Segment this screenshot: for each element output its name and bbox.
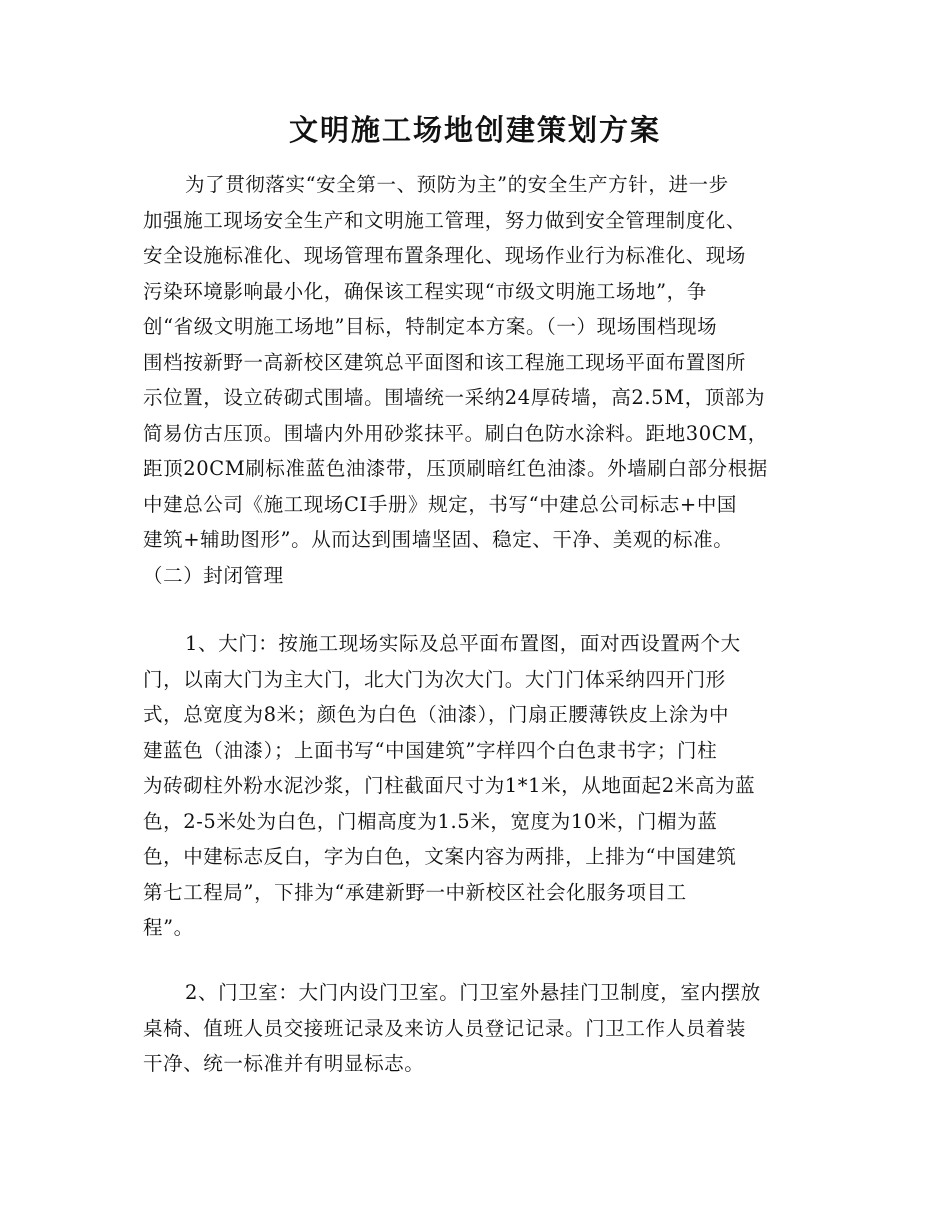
text-line: 桌椅、值班人员交接班记录及来访人员登记记录。门卫工作人员着装: [143, 1016, 747, 1040]
paragraph-gate: [143, 626, 815, 946]
text-line: 创“省级文明施工场地”目标，特制定本方案。（一）现场围档现场: [143, 315, 718, 338]
text-line: 2、门卫室：大门内设门卫室。门卫室外悬挂门卫制度，室内摆放: [185, 981, 761, 1004]
text-line: 示位置，设立砖砌式围墙。围墙统一采纳24厚砖墙，高2.5M，顶部为: [143, 386, 766, 409]
text-line: 色，中建标志反白，字为白色，文案内容为两排，上排为“中国建筑: [143, 845, 737, 868]
text-line: 第七工程局”，下排为“承建新野一中新校区社会化服务项目工: [143, 880, 687, 904]
text-line: 建筑+辅助图形”。从而达到围墙坚固、稳定、干净、美观的标准。: [143, 528, 734, 551]
text-line: 安全设施标准化、现场管理布置条理化、现场作业行为标准化、现场: [143, 244, 747, 267]
text-line: 中建总公司《施工现场CI手册》规定，书写“中建总公司标志+中国: [143, 492, 738, 516]
text-line: 围档按新野一高新校区建筑总平面图和该工程施工现场平面布置图所: [143, 350, 747, 374]
text-line: 门，以南大门为主大门，北大门为次大门。大门门体采纳四开门形: [143, 667, 726, 691]
text-line: 为砖砌柱外粉水泥沙浆，门柱截面尺寸为1*1米，从地面起2米高为蓝: [143, 774, 756, 797]
text-line: 1、大门：按施工现场实际及总平面布置图，面对西设置两个大: [185, 632, 741, 655]
text-line: 简易仿古压顶。围墙内外用砂浆抹平。刷白色防水涂料。距地30CM，: [143, 421, 768, 445]
paragraph-guard-room: [143, 975, 815, 1082]
paragraph-intro: [143, 167, 815, 593]
text-line: 干净、统一标准并有明显标志。: [143, 1052, 425, 1075]
text-line: 式，总宽度为8米；颜色为白色（油漆），门扇正腰薄铁皮上涂为中: [143, 703, 730, 726]
text-line: 加强施工现场安全生产和文明施工管理，努力做到安全管理制度化、: [143, 208, 747, 232]
section-heading: （二）封闭管理: [143, 563, 284, 587]
text-line: 程”。: [143, 916, 194, 939]
text-line: 距顶20CM刷标准蓝色油漆带，压顶刷暗红色油漆。外墙刷白部分根据: [143, 457, 768, 480]
text-line: 污染环境影响最小化，确保该工程实现“市级文明施工场地”，争: [143, 279, 707, 303]
text-line: 为了贯彻落实“安全第一、预防为主”的安全生产方针，进一步: [185, 173, 729, 196]
text-line: 色，2-5米处为白色，门楣高度为1.5米，宽度为10米，门楣为蓝: [143, 809, 718, 833]
document-title: 文明施工场地创建策划方案: [288, 113, 661, 147]
text-line: 建蓝色（油漆）；上面书写“中国建筑”字样四个白色隶书字；门柱: [143, 738, 718, 762]
